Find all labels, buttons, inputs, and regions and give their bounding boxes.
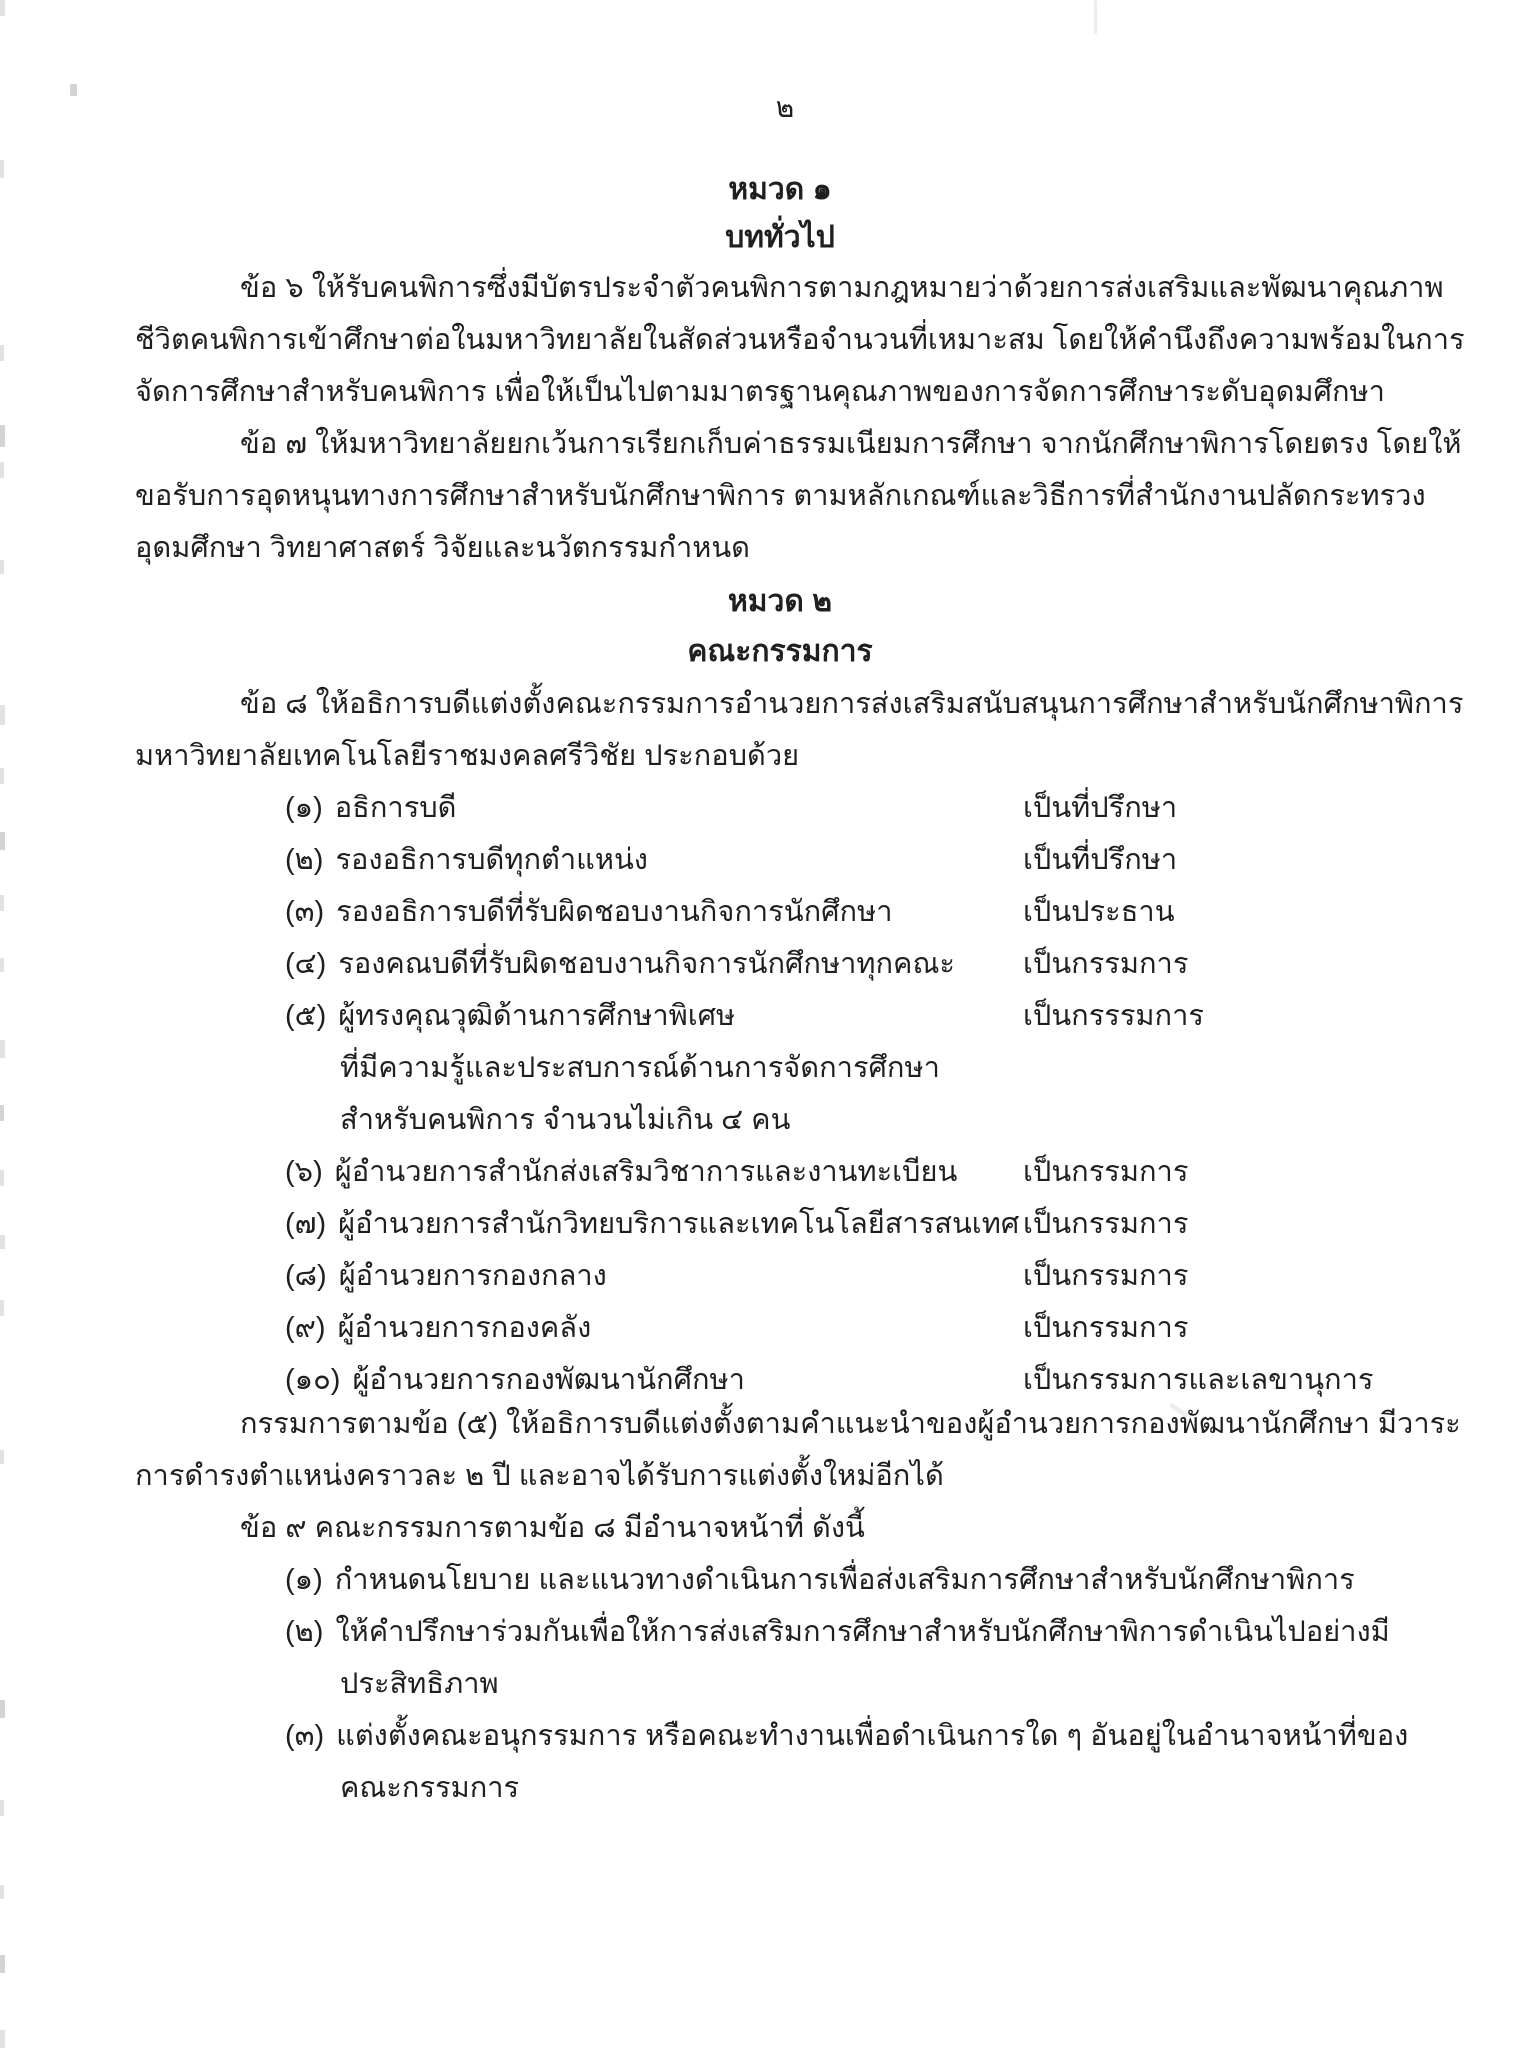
committee-row-role: เป็นกรรรมการ [1023, 1000, 1204, 1032]
clause9-item-number: (๒) [285, 1616, 324, 1648]
scan-mark [0, 2030, 5, 2048]
committee-row [135, 1302, 1445, 1354]
committee-row-title: รองคณบดีที่รับผิดชอบงานกิจการนักศึกษาทุกคณะ [338, 948, 955, 980]
committee-row-role: เป็นกรรมการ [1023, 1156, 1189, 1188]
committee-row-title: ผู้ทรงคุณวุฒิด้านการศึกษาพิเศษ [338, 1000, 736, 1032]
scan-mark [0, 1700, 5, 1718]
committee-row [135, 990, 1445, 1042]
committee-row-number: (๒) [285, 844, 324, 876]
scan-mark [0, 1170, 4, 1186]
committee-row-continuation [135, 1042, 1445, 1094]
scan-mark [0, 425, 5, 447]
committee-row-title: ผู้อำนวยการสำนักวิทยบริการและเทคโนโลยีสารสนเทศ [338, 1208, 1020, 1240]
committee-row-role: เป็นประธาน [1023, 896, 1175, 928]
committee-row-continuation-text: ที่มีความรู้และประสบการณ์ด้านการจัดการศึกษา [340, 1052, 940, 1084]
chapter1-heading: หมวด ๑ [728, 173, 832, 206]
page-number: ๒ [775, 92, 795, 123]
clause8-paragraph [135, 678, 1464, 782]
clause9-item [135, 1606, 1445, 1658]
scan-mark [0, 345, 4, 361]
committee-row-role: เป็นกรรมการ [1023, 1312, 1189, 1344]
committee-row-number: (๗) [285, 1208, 327, 1240]
committee-row-role: เป็นที่ปรึกษา [1023, 844, 1178, 876]
committee-row-title: ผู้อำนวยการสำนักส่งเสริมวิชาการและงานทะเบียน [334, 1156, 958, 1188]
committee-row-number: (๘) [285, 1260, 327, 1292]
committee-row-role: เป็นที่ปรึกษา [1023, 792, 1178, 824]
clause9-item-text: กำหนดนโยบาย และแนวทางดำเนินการเพื่อส่งเสริมการศึกษาสำหรับนักศึกษาพิการ [334, 1564, 1355, 1596]
clause6-line: ข้อ ๖ ให้รับคนพิการซึ่งมีบัตรประจำตัวคนพิการตามกฎหมายว่าด้วยการส่งเสริมและพัฒนาคุณภาพ [240, 272, 1444, 304]
chapter2-subheading: คณะกรรมการ [687, 635, 873, 668]
clause9-section [135, 1502, 1445, 1814]
committee-row-continuation [135, 1094, 1445, 1146]
scan-mark [0, 560, 4, 574]
committee-list [135, 782, 1445, 1406]
scan-mark [0, 1040, 5, 1058]
clause9-item-text: แต่งตั้งคณะอนุกรรมการ หรือคณะทำงานเพื่อดำเนินการใด ๆ อันอยู่ในอำนาจหน้าที่ของ [336, 1720, 1409, 1752]
scan-mark [0, 958, 4, 972]
clause9-item-continuation: คณะกรรมการ [340, 1772, 520, 1804]
scan-smudge [1094, 0, 1097, 34]
committee-row-title: รองอธิการบดีที่รับผิดชอบงานกิจการนักศึกษา [336, 896, 893, 928]
committee-row [135, 1198, 1445, 1250]
clause8-line: ข้อ ๘ ให้อธิการบดีแต่งตั้งคณะกรรมการอำนวยการส่งเสริมสนับสนุนการศึกษาสำหรับนักศึกษาพิการ [240, 688, 1464, 720]
clause7-line: ข้อ ๗ ให้มหาวิทยาลัยยกเว้นการเรียกเก็บค่าธรรมเนียมการศึกษา จากนักศึกษาพิการโดยตรง โดยให้ [240, 428, 1462, 460]
scan-mark [0, 895, 4, 911]
committee-row-role: เป็นกรรมการ [1023, 1260, 1189, 1292]
clause8-line: มหาวิทยาลัยเทคโนโลยีราชมงคลศรีวิชัย ประกอบด้วย [135, 740, 800, 772]
committee-row-role: เป็นกรรมการ [1023, 948, 1189, 980]
committee-row-number: (๑๐) [285, 1364, 341, 1396]
committee-row-number: (๖) [285, 1156, 323, 1188]
scan-mark [0, 832, 5, 850]
clause5-note-line: กรรมการตามข้อ (๕) ให้อธิการบดีแต่งตั้งตามคำแนะนำของผู้อำนวยการกองพัฒนานักศึกษา มีวาระ [240, 1408, 1461, 1440]
chapter1-subheading: บททั่วไป [725, 221, 835, 254]
scan-mark [70, 84, 77, 96]
scan-mark [0, 0, 5, 16]
committee-row [135, 1146, 1445, 1198]
committee-row [135, 938, 1445, 990]
committee-row-title: ผู้อำนวยการกองคลัง [337, 1312, 592, 1344]
clause9-item-number: (๑) [285, 1564, 323, 1596]
clause7-paragraph [135, 418, 1462, 574]
committee-row [135, 834, 1445, 886]
committee-row-number: (๑) [285, 792, 323, 824]
committee-row-title: ผู้อำนวยการกองกลาง [338, 1260, 607, 1292]
committee-row-number: (๕) [285, 1000, 327, 1032]
clause6-line: จัดการศึกษาสำหรับคนพิการ เพื่อให้เป็นไปตามมาตรฐานคุณภาพของการจัดการศึกษาระดับอุดมศึกษา [135, 376, 1385, 408]
scan-mark [0, 705, 5, 725]
committee-row [135, 886, 1445, 938]
committee-row-continuation-text: สำหรับคนพิการ จำนวนไม่เกิน ๔ คน [340, 1104, 791, 1136]
committee-row-number: (๓) [285, 896, 325, 928]
committee-row-title: ผู้อำนวยการกองพัฒนานักศึกษา [352, 1364, 745, 1396]
chapter2-heading: หมวด ๒ [728, 585, 832, 618]
scan-mark [0, 462, 4, 478]
committee-row-number: (๔) [285, 948, 327, 980]
committee-row [135, 782, 1445, 834]
clause6-paragraph [135, 262, 1465, 418]
clause6-line: ชีวิตคนพิการเข้าศึกษาต่อในมหาวิทยาลัยในสัดส่วนหรือจำนวนที่เหมาะสม โดยให้คำนึงถึงความพร้อมในการ [135, 324, 1465, 356]
clause9-item-continuation: ประสิทธิภาพ [340, 1668, 499, 1700]
clause7-line: ขอรับการอุดหนุนทางการศึกษาสำหรับนักศึกษาพิการ ตามหลักเกณฑ์และวิธีการที่สำนักงานปลัดกระทรวง [135, 480, 1426, 512]
clause9-item [135, 1554, 1445, 1606]
committee-row-role: เป็นกรรมการและเลขานุการ [1023, 1364, 1374, 1396]
clause9-item [135, 1710, 1445, 1762]
committee-row-title: รองอธิการบดีทุกตำแหน่ง [335, 844, 648, 876]
clause9-item-number: (๓) [285, 1720, 325, 1752]
committee-row-number: (๙) [285, 1312, 326, 1344]
clause5-note-paragraph [135, 1398, 1461, 1502]
scan-mark [0, 1800, 4, 1816]
clause5-note-line: การดำรงตำแหน่งคราวละ ๒ ปี และอาจได้รับการแต่งตั้งใหม่อีกได้ [135, 1460, 944, 1492]
scan-mark [0, 160, 4, 178]
clause9-item-text: ให้คำปรึกษาร่วมกันเพื่อให้การส่งเสริมการศึกษาสำหรับนักศึกษาพิการดำเนินไปอย่างมี [335, 1616, 1390, 1648]
committee-row [135, 1250, 1445, 1302]
scan-mark [0, 1885, 4, 1899]
scan-mark [0, 1955, 5, 1973]
clause9-intro: ข้อ ๙ คณะกรรมการตามข้อ ๘ มีอำนาจหน้าที่ ดังนี้ [240, 1512, 865, 1544]
scan-mark [0, 1300, 4, 1316]
scan-mark [0, 1235, 5, 1249]
clause7-line: อุดมศึกษา วิทยาศาสตร์ วิจัยและนวัตกรรมกำหนด [135, 532, 751, 564]
committee-row-role: เป็นกรรมการ [1023, 1208, 1189, 1240]
scan-mark [0, 768, 4, 784]
committee-row-title: อธิการบดี [334, 792, 457, 824]
scan-mark [0, 1105, 4, 1121]
scan-mark [0, 1450, 4, 1464]
